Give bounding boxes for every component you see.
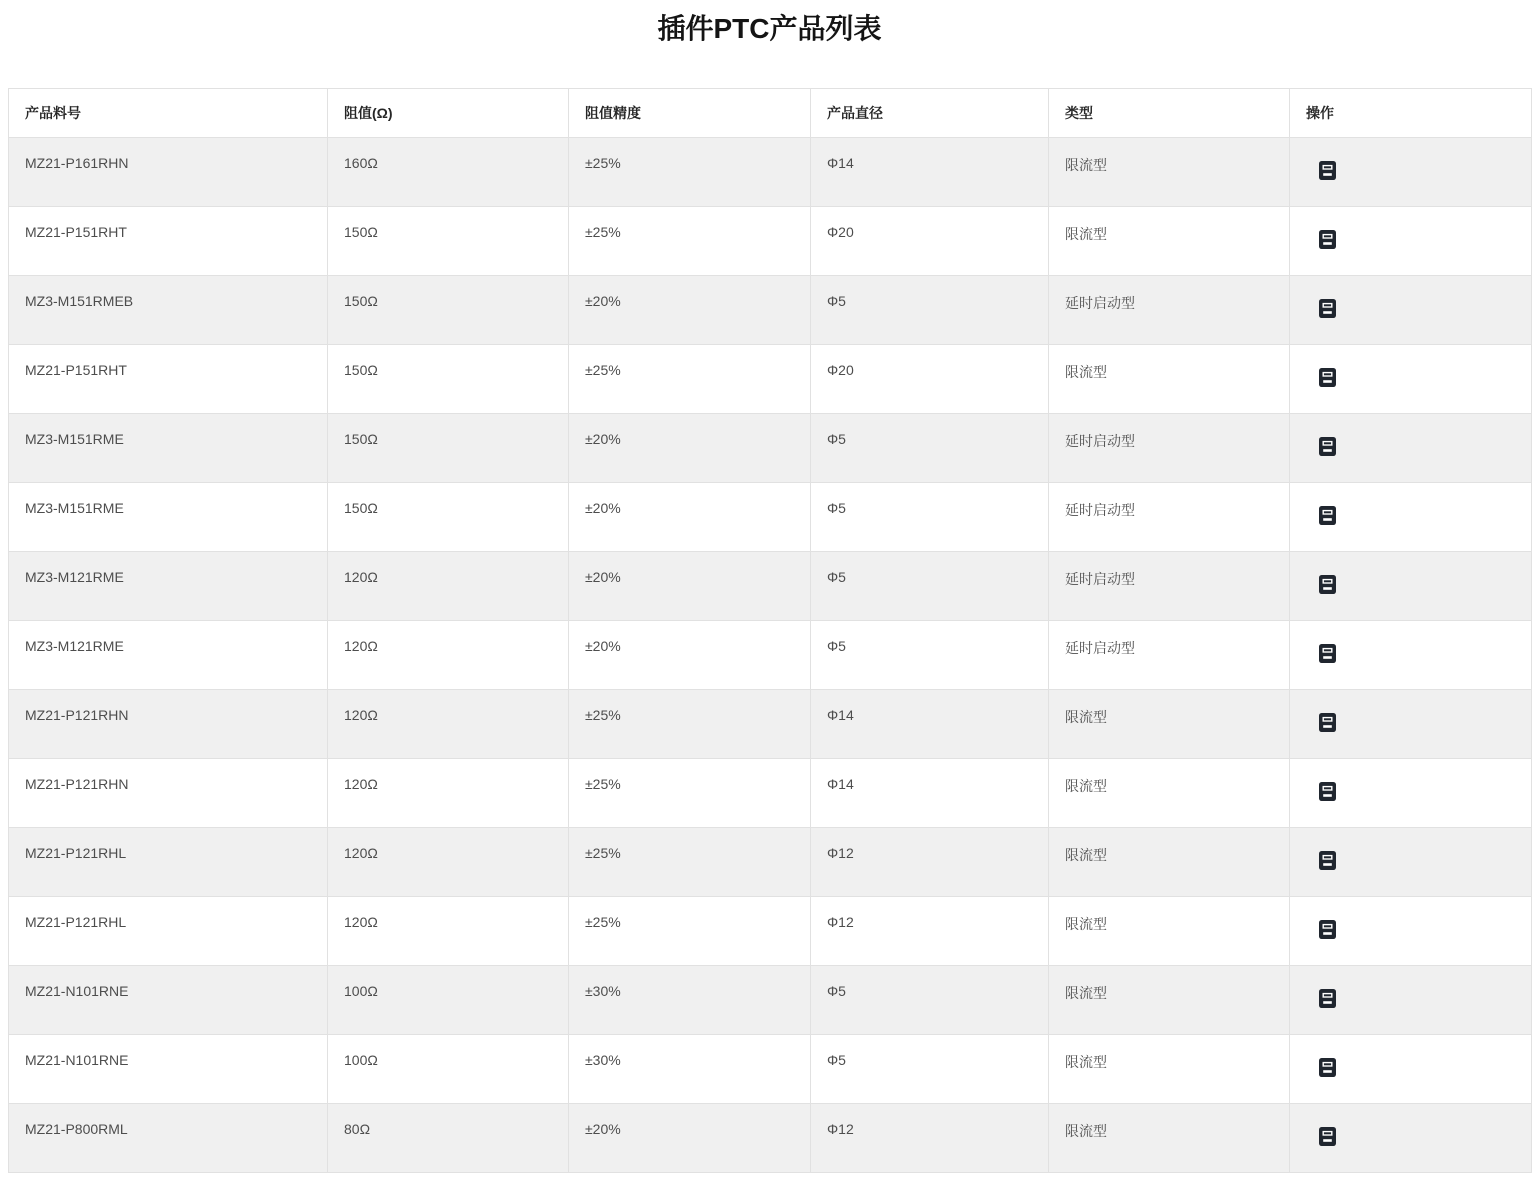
table-row xyxy=(9,1035,1532,1104)
cell-action xyxy=(1290,207,1532,276)
cell-diameter: Φ5 xyxy=(811,966,1049,1035)
cell-precision: ±30% xyxy=(569,1035,811,1104)
cell-diameter: Φ5 xyxy=(811,276,1049,345)
cell-type: 限流型 xyxy=(1049,1104,1290,1173)
cell-diameter: Φ20 xyxy=(811,207,1049,276)
cell-resistance: 120Ω xyxy=(328,897,569,966)
cell-action xyxy=(1290,1104,1532,1173)
table-row xyxy=(9,138,1532,207)
table-row xyxy=(9,966,1532,1035)
view-detail-button[interactable] xyxy=(1319,851,1336,870)
cell-action xyxy=(1290,621,1532,690)
cell-action xyxy=(1290,414,1532,483)
cell-precision: ±30% xyxy=(569,966,811,1035)
document-icon xyxy=(1319,1058,1336,1077)
table-row xyxy=(9,414,1532,483)
view-detail-button[interactable] xyxy=(1319,782,1336,801)
view-detail-button[interactable] xyxy=(1319,1058,1336,1077)
cell-resistance: 100Ω xyxy=(328,1035,569,1104)
document-icon xyxy=(1319,230,1336,249)
cell-diameter: Φ12 xyxy=(811,1104,1049,1173)
cell-diameter: Φ14 xyxy=(811,690,1049,759)
cell-precision: ±25% xyxy=(569,828,811,897)
cell-action xyxy=(1290,966,1532,1035)
column-header-resistance: 阻值(Ω) xyxy=(328,89,569,138)
page xyxy=(0,12,1539,1189)
cell-diameter: Φ5 xyxy=(811,621,1049,690)
cell-type: 限流型 xyxy=(1049,828,1290,897)
document-icon xyxy=(1319,851,1336,870)
document-icon xyxy=(1319,713,1336,732)
cell-precision: ±25% xyxy=(569,207,811,276)
cell-action xyxy=(1290,552,1532,621)
cell-precision: ±20% xyxy=(569,552,811,621)
view-detail-button[interactable] xyxy=(1319,506,1336,525)
cell-action xyxy=(1290,1035,1532,1104)
cell-type: 限流型 xyxy=(1049,690,1290,759)
cell-action xyxy=(1290,483,1532,552)
view-detail-button[interactable] xyxy=(1319,230,1336,249)
cell-type: 限流型 xyxy=(1049,966,1290,1035)
cell-action xyxy=(1290,828,1532,897)
table-row xyxy=(9,828,1532,897)
cell-precision: ±25% xyxy=(569,138,811,207)
table-row xyxy=(9,207,1532,276)
cell-part_number: MZ3-M151RME xyxy=(9,414,328,483)
table-row xyxy=(9,483,1532,552)
column-header-diameter: 产品直径 xyxy=(811,89,1049,138)
table-body xyxy=(9,138,1532,1173)
document-icon xyxy=(1319,920,1336,939)
cell-resistance: 120Ω xyxy=(328,828,569,897)
cell-part_number: MZ21-P121RHN xyxy=(9,690,328,759)
document-icon xyxy=(1319,782,1336,801)
cell-resistance: 120Ω xyxy=(328,690,569,759)
cell-diameter: Φ20 xyxy=(811,345,1049,414)
cell-precision: ±25% xyxy=(569,345,811,414)
cell-action xyxy=(1290,690,1532,759)
cell-type: 限流型 xyxy=(1049,207,1290,276)
cell-type: 限流型 xyxy=(1049,1035,1290,1104)
view-detail-button[interactable] xyxy=(1319,713,1336,732)
cell-diameter: Φ12 xyxy=(811,897,1049,966)
cell-type: 延时启动型 xyxy=(1049,483,1290,552)
table-row xyxy=(9,552,1532,621)
table-row xyxy=(9,1104,1532,1173)
cell-resistance: 150Ω xyxy=(328,483,569,552)
cell-type: 延时启动型 xyxy=(1049,276,1290,345)
cell-action xyxy=(1290,897,1532,966)
cell-action xyxy=(1290,138,1532,207)
view-detail-button[interactable] xyxy=(1319,644,1336,663)
cell-part_number: MZ21-P151RHT xyxy=(9,345,328,414)
cell-type: 延时启动型 xyxy=(1049,621,1290,690)
cell-resistance: 150Ω xyxy=(328,276,569,345)
cell-diameter: Φ5 xyxy=(811,552,1049,621)
cell-part_number: MZ3-M151RME xyxy=(9,483,328,552)
cell-type: 延时启动型 xyxy=(1049,414,1290,483)
cell-type: 延时启动型 xyxy=(1049,552,1290,621)
cell-resistance: 80Ω xyxy=(328,1104,569,1173)
column-header-action: 操作 xyxy=(1290,89,1532,138)
column-header-precision: 阻值精度 xyxy=(569,89,811,138)
document-icon xyxy=(1319,1127,1336,1146)
document-icon xyxy=(1319,368,1336,387)
cell-type: 限流型 xyxy=(1049,897,1290,966)
cell-resistance: 120Ω xyxy=(328,621,569,690)
document-icon xyxy=(1319,989,1336,1008)
cell-diameter: Φ14 xyxy=(811,759,1049,828)
document-icon xyxy=(1319,299,1336,318)
page-title: 插件PTC产品列表 xyxy=(657,13,882,44)
table-row xyxy=(9,345,1532,414)
cell-part_number: MZ21-P121RHL xyxy=(9,897,328,966)
cell-type: 限流型 xyxy=(1049,759,1290,828)
cell-action xyxy=(1290,276,1532,345)
cell-action xyxy=(1290,759,1532,828)
cell-part_number: MZ21-P151RHT xyxy=(9,207,328,276)
table-header-row xyxy=(9,89,1532,138)
table-row xyxy=(9,759,1532,828)
column-header-type: 类型 xyxy=(1049,89,1290,138)
cell-type: 限流型 xyxy=(1049,345,1290,414)
table-row xyxy=(9,897,1532,966)
cell-diameter: Φ5 xyxy=(811,414,1049,483)
cell-type: 限流型 xyxy=(1049,138,1290,207)
product-table xyxy=(8,88,1532,1173)
view-detail-button[interactable] xyxy=(1319,437,1336,456)
cell-diameter: Φ5 xyxy=(811,1035,1049,1104)
cell-part_number: MZ3-M121RME xyxy=(9,621,328,690)
view-detail-button[interactable] xyxy=(1319,989,1336,1008)
cell-part_number: MZ21-P161RHN xyxy=(9,138,328,207)
cell-precision: ±25% xyxy=(569,759,811,828)
cell-resistance: 120Ω xyxy=(328,552,569,621)
cell-precision: ±20% xyxy=(569,276,811,345)
cell-resistance: 150Ω xyxy=(328,414,569,483)
table-row xyxy=(9,621,1532,690)
column-header-part_number: 产品料号 xyxy=(9,89,328,138)
cell-diameter: Φ12 xyxy=(811,828,1049,897)
view-detail-button[interactable] xyxy=(1319,1127,1336,1146)
view-detail-button[interactable] xyxy=(1319,575,1336,594)
cell-precision: ±20% xyxy=(569,483,811,552)
cell-precision: ±20% xyxy=(569,1104,811,1173)
table-head xyxy=(9,89,1532,138)
document-icon xyxy=(1319,437,1336,456)
view-detail-button[interactable] xyxy=(1319,299,1336,318)
cell-diameter: Φ14 xyxy=(811,138,1049,207)
cell-resistance: 160Ω xyxy=(328,138,569,207)
cell-resistance: 100Ω xyxy=(328,966,569,1035)
cell-action xyxy=(1290,345,1532,414)
document-icon xyxy=(1319,575,1336,594)
cell-part_number: MZ21-P121RHN xyxy=(9,759,328,828)
cell-resistance: 150Ω xyxy=(328,345,569,414)
cell-part_number: MZ3-M121RME xyxy=(9,552,328,621)
cell-precision: ±20% xyxy=(569,414,811,483)
view-detail-button[interactable] xyxy=(1319,920,1336,939)
view-detail-button[interactable] xyxy=(1319,368,1336,387)
table-row xyxy=(9,276,1532,345)
cell-part_number: MZ21-N101RNE xyxy=(9,966,328,1035)
cell-resistance: 120Ω xyxy=(328,759,569,828)
cell-part_number: MZ21-P800RML xyxy=(9,1104,328,1173)
view-detail-button[interactable] xyxy=(1319,161,1336,180)
cell-part_number: MZ21-N101RNE xyxy=(9,1035,328,1104)
cell-diameter: Φ5 xyxy=(811,483,1049,552)
cell-part_number: MZ21-P121RHL xyxy=(9,828,328,897)
cell-precision: ±25% xyxy=(569,690,811,759)
cell-precision: ±20% xyxy=(569,621,811,690)
document-icon xyxy=(1319,161,1336,180)
cell-resistance: 150Ω xyxy=(328,207,569,276)
table-row xyxy=(9,690,1532,759)
document-icon xyxy=(1319,506,1336,525)
cell-precision: ±25% xyxy=(569,897,811,966)
cell-part_number: MZ3-M151RMEB xyxy=(9,276,328,345)
document-icon xyxy=(1319,644,1336,663)
